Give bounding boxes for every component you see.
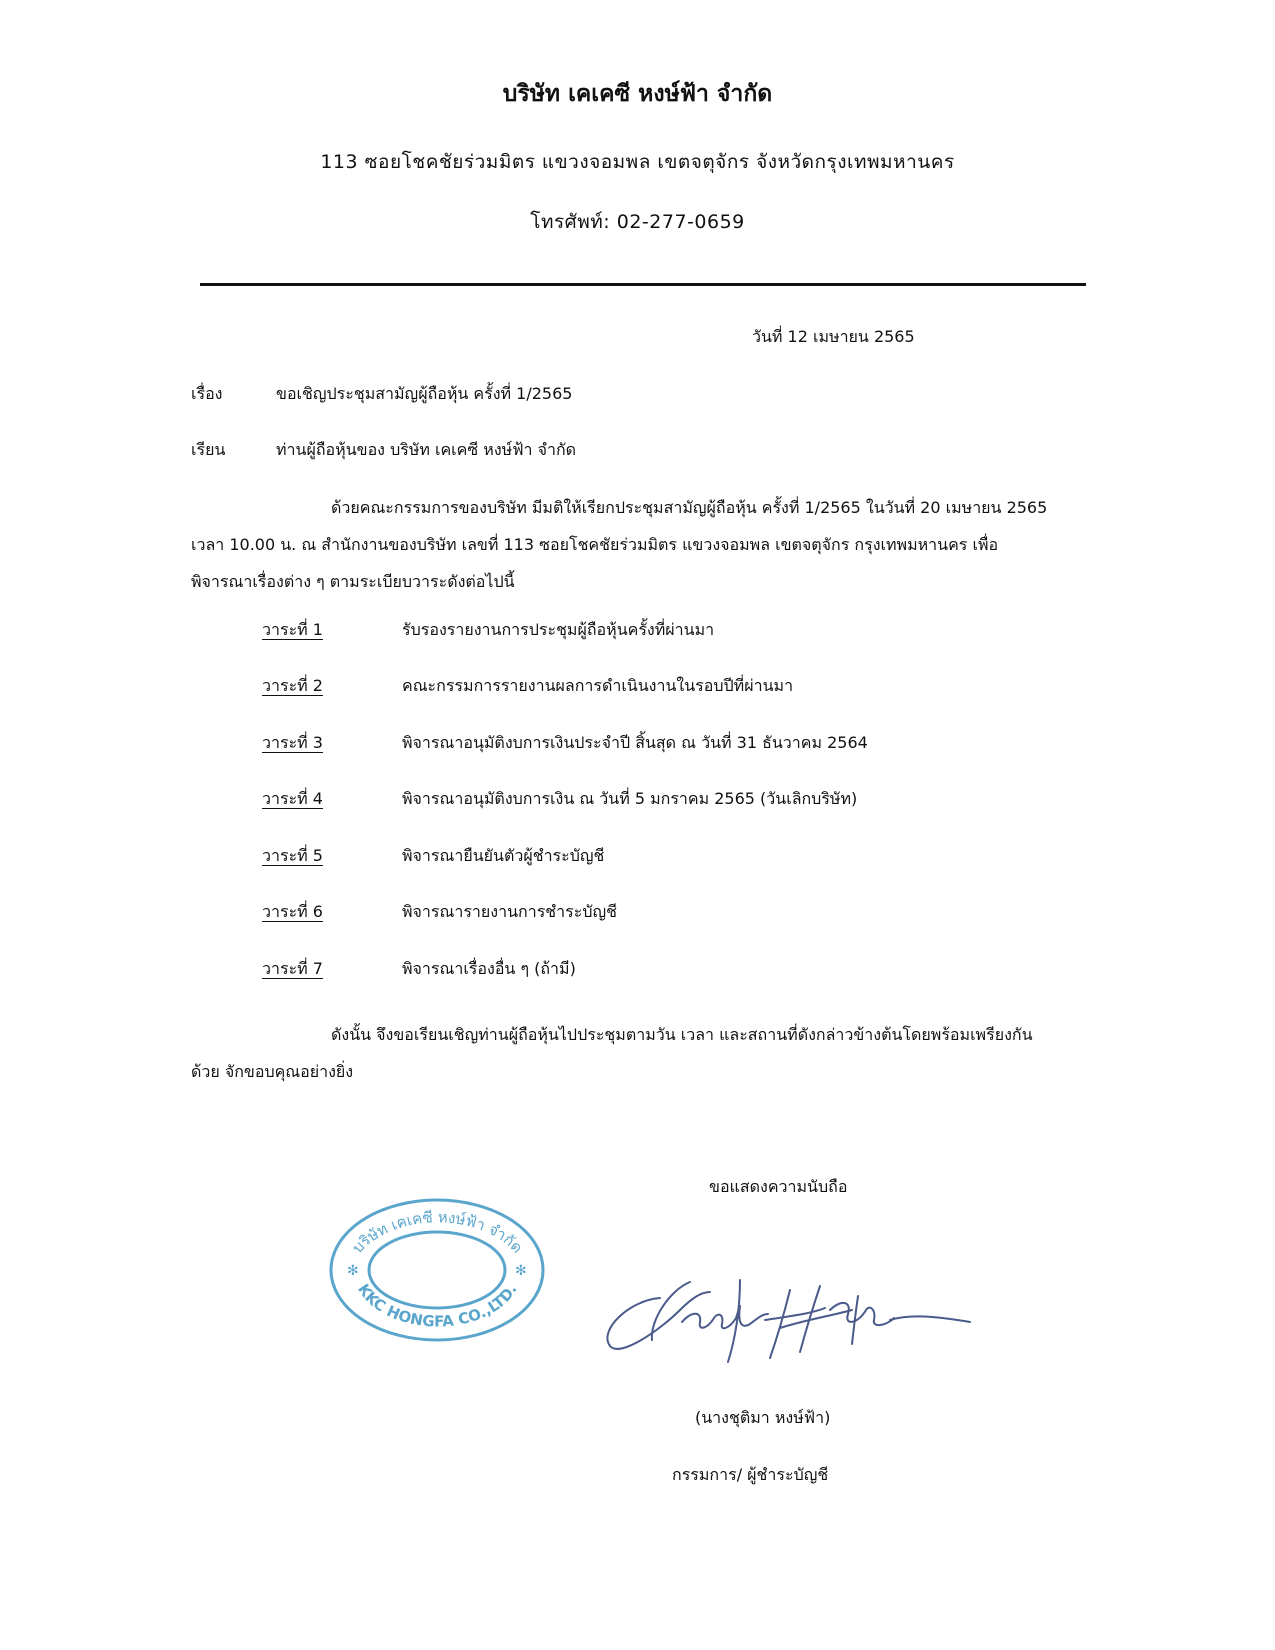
- agenda-item-label: วาระที่ 3: [262, 733, 323, 752]
- svg-text:บริษัท เคเคซี หงษ์ฟ้า จำกัด: บริษัท เคเคซี หงษ์ฟ้า จำกัด: [348, 1208, 527, 1257]
- closing-paragraph: ดังนั้น จึงขอเรียนเชิญท่านผู้ถือหุ้นไปประชุมตามวัน เวลา และสถานที่ดังกล่าวข้างต้นโดยพร้อมเพรียงกันด้วย จักขอบคุณอย่างยิ่ง: [191, 1025, 1033, 1081]
- agenda-item-text: พิจารณายืนยันตัวผู้ชำระบัญชี: [402, 846, 605, 865]
- company-seal-stamp: [325, 1195, 550, 1345]
- intro-paragraph: ด้วยคณะกรรมการของบริษัท มีมติให้เรียกประชุมสามัญผู้ถือหุ้น ครั้งที่ 1/2565 ในวันที่ 20 เมษายน 2565 เวลา 10.00 น. ณ สำนักงานของบริษัท เลขที่ 113 ซอยโชคชัยร่วมมิตร แขวงจอมพล เขตจตุจักร กรุงเทพมหานคร เพื่อพิจารณาเรื่องต่าง ๆ ตามระเบียบวาระดังต่อไปนี้: [191, 498, 1048, 591]
- subject-label: เรื่อง: [191, 384, 223, 403]
- svg-text:✻: ✻: [347, 1263, 359, 1279]
- agenda-item-text: คณะกรรมการรายงานผลการดำเนินงานในรอบปีที่ผ่านมา: [402, 676, 794, 695]
- agenda-item-label: วาระที่ 6: [262, 902, 323, 921]
- agenda-item-text: รับรองรายงานการประชุมผู้ถือหุ้นครั้งที่ผ่านมา: [402, 620, 715, 639]
- recipient-label: เรียน: [191, 440, 226, 459]
- agenda-item-label: วาระที่ 5: [262, 846, 323, 865]
- signatory-position: กรรมการ/ ผู้ชำระบัญชี: [672, 1465, 829, 1484]
- recipient-text: ท่านผู้ถือหุ้นของ บริษัท เคเคซี หงษ์ฟ้า จำกัด: [276, 440, 577, 459]
- subject-text: ขอเชิญประชุมสามัญผู้ถือหุ้น ครั้งที่ 1/2565: [276, 384, 573, 403]
- agenda-item-text: พิจารณาอนุมัติงบการเงินประจำปี สิ้นสุด ณ วันที่ 31 ธันวาคม 2564: [402, 733, 868, 752]
- agenda-item-label: วาระที่ 2: [262, 676, 323, 695]
- handwritten-signature: [590, 1270, 980, 1365]
- company-address: 113 ซอยโชคชัยร่วมมิตร แขวงจอมพล เขตจตุจักร จังหวัดกรุงเทพมหานคร: [320, 151, 955, 173]
- agenda-item-label: วาระที่ 4: [262, 789, 323, 808]
- company-phone: โทรศัพท์: 02-277-0659: [530, 211, 745, 233]
- signatory-name: (นางชุติมา หงษ์ฟ้า): [695, 1408, 831, 1427]
- signoff-closing: ขอแสดงความนับถือ: [709, 1177, 848, 1196]
- agenda-item-label: วาระที่ 1: [262, 620, 323, 639]
- letter-date: วันที่ 12 เมษายน 2565: [752, 327, 915, 346]
- header-divider: [200, 283, 1086, 286]
- svg-text:KKC HONGFA CO.,LTD.: KKC HONGFA CO.,LTD.: [354, 1280, 521, 1331]
- company-name: บริษัท เคเคซี หงษ์ฟ้า จำกัด: [502, 81, 773, 107]
- agenda-item-label: วาระที่ 7: [262, 959, 323, 978]
- agenda-item-text: พิจารณาอนุมัติงบการเงิน ณ วันที่ 5 มกราคม 2565 (วันเลิกบริษัท): [402, 789, 858, 808]
- agenda-item-text: พิจารณารายงานการชำระบัญชี: [402, 902, 617, 921]
- svg-text:✻: ✻: [515, 1263, 527, 1279]
- agenda-item-text: พิจารณาเรื่องอื่น ๆ (ถ้ามี): [402, 959, 576, 978]
